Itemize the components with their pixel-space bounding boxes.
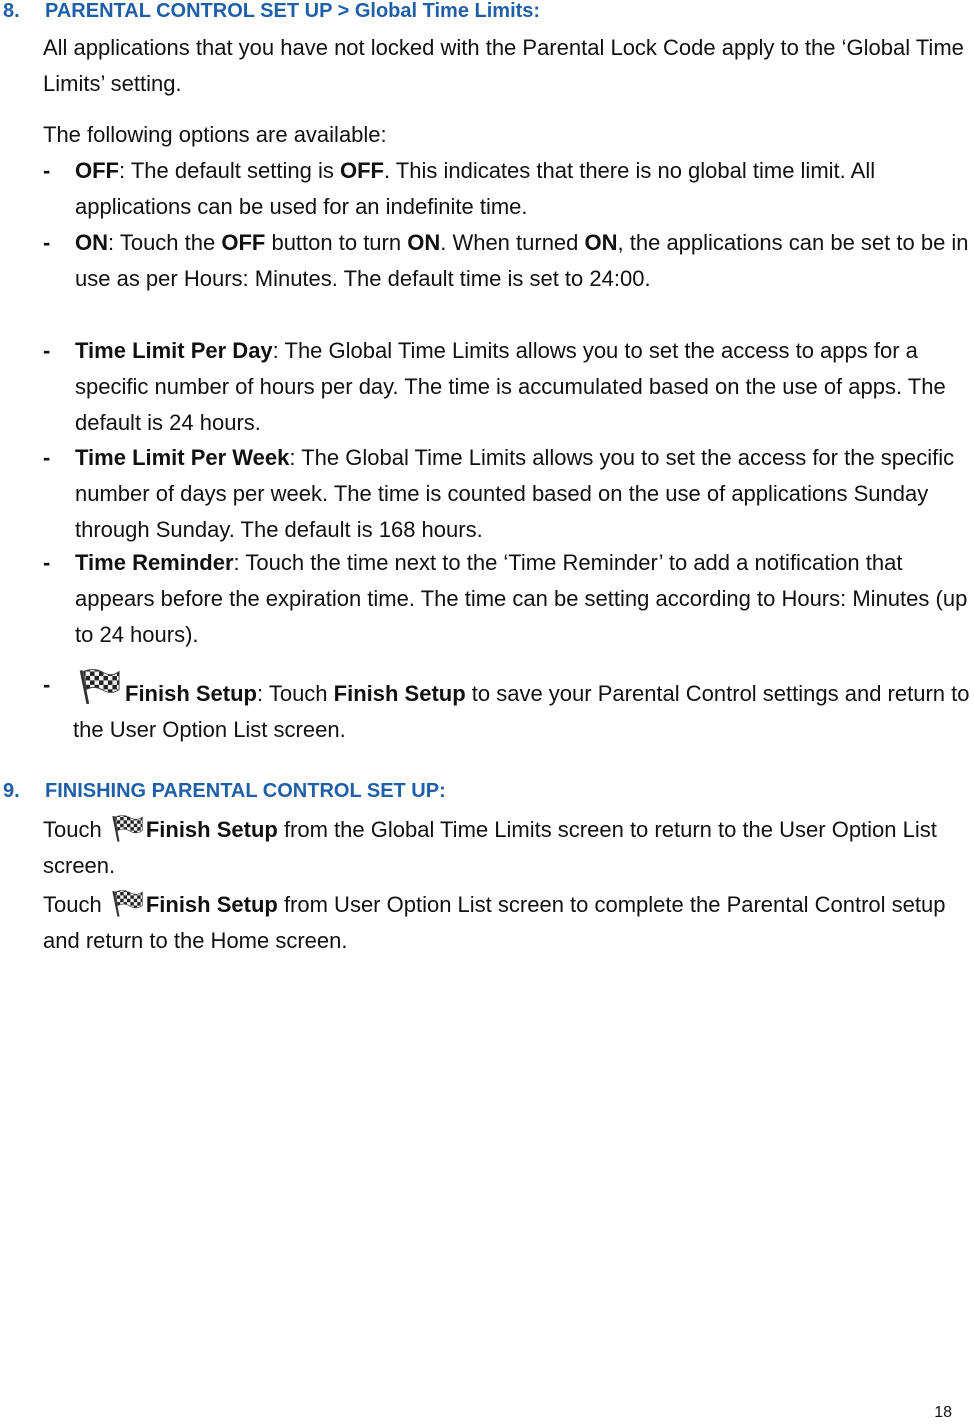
text-run: : Touch — [257, 681, 334, 706]
text-run: : The default setting is — [119, 158, 340, 183]
section-8-heading — [0, 0, 540, 23]
section-8-intro: All applications that you have not locked with the Parental Lock Code apply to the ‘Global Time Limits’ setting. — [43, 35, 964, 96]
bullet-text — [75, 225, 971, 297]
finish-flag-icon — [110, 888, 144, 918]
bold-term: Finish Setup — [145, 817, 278, 842]
text-run: . When turned — [440, 230, 585, 255]
bullet-dash: - — [43, 550, 51, 575]
bullet-dash: - — [43, 230, 51, 255]
bold-term: OFF — [221, 230, 266, 255]
bullet-text — [73, 667, 971, 748]
text-run: Touch — [43, 817, 108, 842]
text-run: button to turn — [265, 230, 408, 255]
section-9-heading — [0, 780, 446, 803]
bold-term: ON — [407, 230, 441, 255]
text-run: to save your Parental Control settings and return to the User Option List screen. — [73, 681, 970, 742]
bold-term: Time Limit Per Day — [75, 338, 273, 363]
bullet-dash: - — [43, 158, 51, 183]
text-run: from the Global Time Limits screen to return to the User Option List screen. — [43, 817, 937, 878]
bullet-text — [75, 153, 971, 225]
bullet-dash: - — [43, 338, 51, 363]
options-intro: The following options are available: — [43, 122, 387, 147]
bullet-dash: - — [43, 672, 51, 697]
bullet-text — [75, 333, 971, 441]
finish-flag-icon — [110, 813, 144, 843]
page-number: 18 — [934, 1404, 952, 1421]
bold-term: Finish Setup — [145, 892, 278, 917]
bullet-text — [75, 545, 971, 653]
bold-term: Time Limit Per Week — [75, 445, 290, 470]
bold-term: ON — [75, 230, 108, 255]
text-run: from User Option List screen to complete the Parental Control setup and return to the Home screen. — [43, 892, 946, 953]
text-run: : The Global Time Limits allows you to set the access for the specific number of days per week. The time is counted based on the use of applications Sunday through Sunday. The default is 168 hours. — [75, 445, 955, 542]
text-run: , the applications can be set to be in use as per Hours: Minutes. The default time is set to 24:00. — [75, 230, 969, 291]
section-8-title: PARENTAL CONTROL SET UP > Global Time Limits: — [45, 0, 541, 22]
finish-flag-icon — [75, 667, 123, 705]
section-9-line-1 — [43, 812, 968, 884]
section-9-title: FINISHING PARENTAL CONTROL SET UP: — [45, 780, 446, 802]
bullet-text — [75, 440, 971, 548]
bold-term: OFF — [339, 158, 384, 183]
text-run: : The Global Time Limits allows you to set the access to apps for a specific number of hours per day. The time is accumulated based on the use of apps. The default is 24 hours. — [75, 338, 946, 435]
bold-term: ON — [584, 230, 618, 255]
bold-term: Finish Setup — [125, 681, 257, 706]
bold-term: Time Reminder — [75, 550, 234, 575]
section-8-number: 8. — [3, 0, 20, 22]
section-9-number: 9. — [3, 780, 20, 802]
text-run: : Touch the time next to the ‘Time Reminder’ to add a notification that appears before the expiration time. The time can be setting according to Hours: Minutes (up to 24 hours). — [75, 550, 968, 647]
section-9-line-2 — [43, 887, 968, 959]
bold-term: Finish Setup — [333, 681, 466, 706]
text-run: : Touch the — [108, 230, 222, 255]
text-run: . This indicates that there is no global time limit. All applications can be used for an indefinite time. — [75, 158, 876, 219]
bullet-dash: - — [43, 445, 51, 470]
bold-term: OFF — [75, 158, 119, 183]
text-run: Touch — [43, 892, 108, 917]
